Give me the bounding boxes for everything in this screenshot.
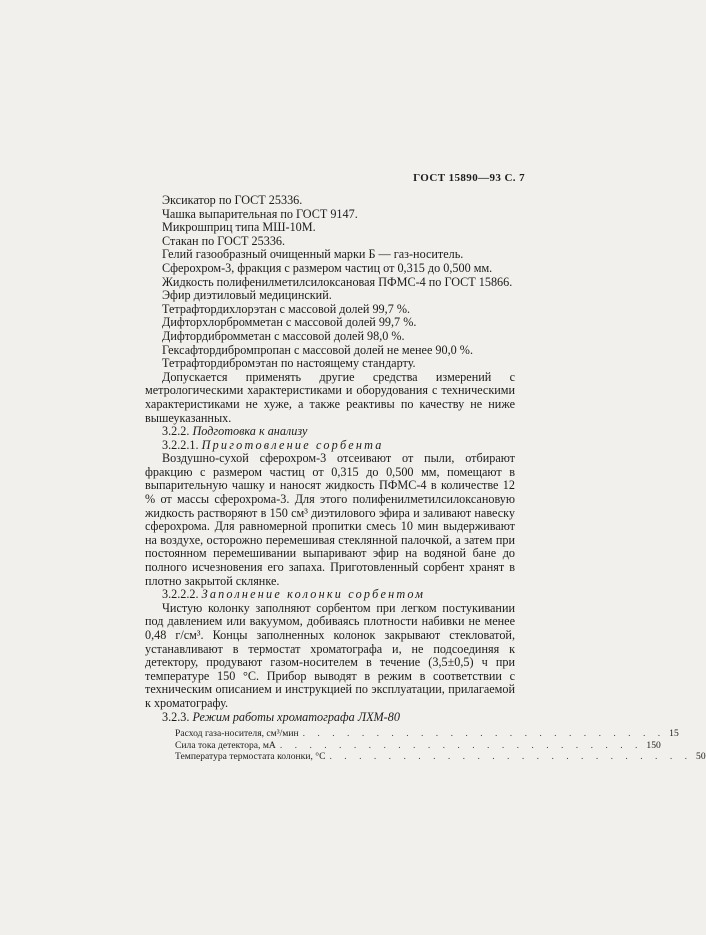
section-number: 3.2.2. xyxy=(162,424,190,439)
equipment-item-difluorodibromomethane: Дифтордибромметан с массовой долей 98,0 %. xyxy=(162,328,405,343)
equipment-item-spherochrome: Сферохром-3, фракция с размером частиц от 0,315 до 0,500 мм. xyxy=(162,260,493,275)
equipment-item-microsyringe: Микрошприц типа МШ-10М. xyxy=(162,220,316,235)
sorbent-preparation-text: Воздушно-сухой сферохром-3 отсеивают от пыли, отбирают фракцию с размером частиц от 0,315 до 0,500 мм, помещают в выпарительную чашку и наносят жидкость ПФМС-4 в количестве 12 % от массы сферохрома-3. Для этого полифенилметилсилоксановую жидкость растворяют в 150 см³ диэтилового эфира и заливают навеску сферохрома. Для равномерной пропитки смесь 10 мин выдерживают на воздухе, осторожно перемешивая стеклянной палочкой, а затем при постоянном перемешивании выпаривают эфир на водяной бане до полного исчезновения его запаха. Приготовленный сорбент хранят в плотно закрытой склянке. xyxy=(145,451,515,588)
setting-value: 50 xyxy=(696,751,706,763)
setting-row xyxy=(175,739,661,752)
chromatograph-settings xyxy=(175,728,706,763)
section-title: Заполнение колонки сорбентом xyxy=(201,587,426,602)
section-number: 3.2.3. xyxy=(162,709,190,724)
equipment-item-hexafluorodibromopropane: Гексафтордибромпропан с массовой долей не менее 90,0 %. xyxy=(162,342,473,357)
column-filling-text: Чистую колонку заполняют сорбентом при легком постукивании под давлением или вакуумом, добиваясь плотности набивки не менее 0,48 г/см³. Концы заполненных колонок закрывают стекловатой, устанавливают в термостат хроматографа и, не подсоединяя к детектору, продувают газом-носителем в течение (3,5±0,5) ч при температуре 150 °С. Прибор выводят в режим в соответствии с техническим описанием и инструкцией по эксплуатации, прилагаемой к хроматографу. xyxy=(145,600,515,710)
substitution-note: Допускается применять другие средства измерений с метрологическими характеристиками и оборудования с техническими характеристиками не хуже, а также реактивы по качеству не ниже вышеуказанных. xyxy=(145,369,515,425)
equipment-item-desiccator: Эксикатор по ГОСТ 25336. xyxy=(162,193,303,207)
dot-leader: . . . . . . . . . . . . . . . . . . . . . . . . . xyxy=(302,728,666,740)
equipment-item-helium: Гелий газообразный очищенный марки Б — газ-носитель. xyxy=(162,247,464,262)
document-body xyxy=(145,193,706,763)
dot-leader: . . . . . . . . . . . . . . . . . . . . . . . . . xyxy=(329,751,693,763)
section-heading-3-2-2-1 xyxy=(145,439,515,453)
equipment-item-tetrafluorodichloroethane: Тетрафтордихлорэтан с массовой долей 99,7 %. xyxy=(162,301,411,316)
section-heading-3-2-3 xyxy=(145,711,515,725)
section-title: Режим работы хроматографа ЛХМ-80 xyxy=(192,709,400,724)
setting-label: Сила тока детектора, мА xyxy=(175,739,276,751)
setting-label: Температура термостата колонки, °С xyxy=(175,751,326,763)
page-header: ГОСТ 15890—93 С. 7 xyxy=(413,172,525,184)
equipment-item-evaporating-dish: Чашка выпарительная по ГОСТ 9147. xyxy=(162,206,358,221)
setting-row xyxy=(175,728,679,740)
setting-value: 150 xyxy=(646,739,661,751)
section-title: Подготовка к анализу xyxy=(192,424,308,439)
equipment-item-pfms-liquid: Жидкость полифенилметилсилоксановая ПФМС-4 по ГОСТ 15866. xyxy=(162,274,513,289)
section-number: 3.2.2.1. xyxy=(162,437,199,452)
section-heading-3-2-2-2 xyxy=(145,588,515,602)
section-title: Приготовление сорбента xyxy=(201,437,384,452)
setting-label: Расход газа-носителя, см³/мин xyxy=(175,728,299,740)
equipment-item-ether: Эфир диэтиловый медицинский. xyxy=(162,288,332,303)
section-heading-3-2-2 xyxy=(145,425,515,439)
equipment-item-tetrafluorodibromoethane: Тетрафтордибромэтан по настоящему стандарту. xyxy=(162,356,416,371)
equipment-item-difluorochlorobromomethane: Дифторхлорбромметан с массовой долей 99,7 %. xyxy=(162,315,417,330)
section-number: 3.2.2.2. xyxy=(162,587,199,602)
equipment-item-beaker: Стакан по ГОСТ 25336. xyxy=(162,233,286,248)
setting-row xyxy=(175,751,706,763)
setting-value: 15 xyxy=(669,728,679,740)
dot-leader: . . . . . . . . . . . . . . . . . . . . . . . . . xyxy=(279,739,643,751)
